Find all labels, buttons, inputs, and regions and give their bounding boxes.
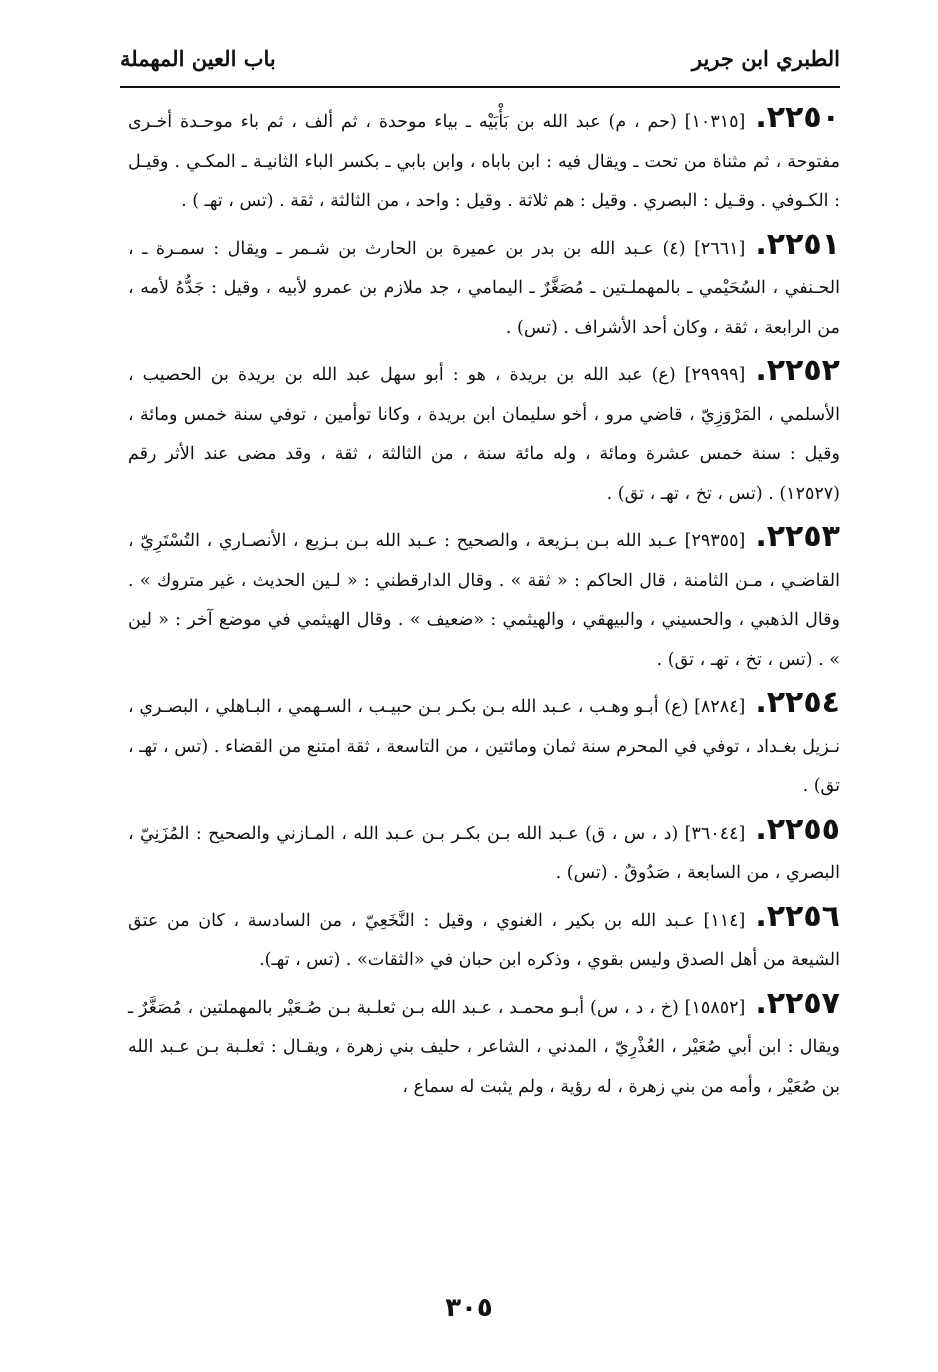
entry-number: ٢٢٥٣. <box>755 519 840 554</box>
entry-number: ٢٢٥٧. <box>755 985 840 1021</box>
entry-text: [١١٤] عـبد الله بن بكير ، الغنوي ، وقيل : النَّخَعِيّ ، من السادسة ، كان من عتق الشيعة من أهل الصدق وليس بقوي ، وذكره ابن حبان في «الثقات» . (تس ، تهـ). <box>128 910 840 970</box>
entry-number: ٢٢٥١. <box>755 226 841 262</box>
entry-text: [١٥٨٥٢] (خ ، د ، س) أبـو محمـد ، عـبد الله بـن ثعلـبة بـن صُـعَيْر بالمهملتين ، مُصَغَّرٌ ـ ويقال : ابن أبي صُعَيْر ، العُذْرِيّ ، المدني ، الشاعر ، حليف بني زهرة ، ويقـال : ثعلـبة بـن عـبد الله بن صُعَيْر ، وأمه من بني زهرة ، له رؤية ، ولم يثبت له سماع ، <box>128 997 840 1097</box>
entry-2255 <box>128 810 840 894</box>
entry-text: [٨٢٨٤] (ع) أبـو وهـب ، عـبد الله بـن بكـر بـن حبيـب ، السـهمي ، البـاهلي ، البصـري ، نـزيل بغـداد ، توفي في المحرم سنة ثمان ومائتين ، من التاسعة ، ثقة امتنع من القضاء . (تس ، تهـ ، تق) . <box>128 697 840 796</box>
entry-number: ٢٢٥٥. <box>755 811 840 847</box>
entry-2256 <box>128 897 840 981</box>
entry-2253 <box>128 517 840 680</box>
entry-text: [٢٩٩٩٩] (ع) عبد الله بن بريدة ، هو : أبو سهل عبد الله بن بريدة بن الحصيب ، الأسلمي ، المَرْوَزِيّ ، قاضي مرو ، أخو سليمان ابن بريدة ، وكانا توأمين ، توفي سنة خمس ومائة ، وقيل : سنة خمس عشرة ومائة ، وله مائة سنة ، من الثالثة ، ثقة ، وقد مضى عند الأثر رقم (١٢٥٢٧) . (تس ، تخ ، تهـ ، تق) . <box>128 365 840 504</box>
entry-number: ٢٢٥٦. <box>755 898 840 934</box>
entries-body <box>128 98 840 1110</box>
entry-text: [٣٦٠٤٤] (د ، س ، ق) عـبد الله بـن بكـر بـن عـبد الله ، المـازني والصحيح : المُزَنِيّ ، البصري ، من السابعة ، صَدُوقٌ . (تس) . <box>128 823 840 883</box>
running-header <box>120 40 840 88</box>
entry-number: ٢٢٥٤. <box>755 685 840 720</box>
entry-2254 <box>128 683 840 807</box>
entry-number: ٢٢٥٠. <box>755 100 840 135</box>
entry-2257 <box>128 984 840 1108</box>
page-number: ٣٠٥ <box>445 1293 493 1323</box>
header-chapter-title: باب العين المهملة <box>120 46 276 71</box>
entry-2252 <box>128 351 840 514</box>
entry-text: [٢٦٦١] (٤) عـبد الله بن بدر بن عميرة بن الحارث بن شـمر ـ ويقال : سمـرة ـ ، الحـنفي ، السُحَيْمي ـ بالمهملـتين ـ مُصَغَّرٌ ـ اليمامي ، جد ملازم بن عمرو لأبيه ، وقيل : جَدُّهُ لأمه ، من الرابعة ، ثقة ، وكان أحد الأشراف . (تس) . <box>128 238 840 338</box>
entry-2250 <box>128 98 840 222</box>
entry-2251 <box>128 225 840 349</box>
entry-number: ٢٢٥٢. <box>755 353 840 388</box>
entry-text: [٢٩٣٥٥] عـبد الله بـن بـزيعة ، والصحيح : عـبد الله بـن بـزيع ، الأنصـاري ، التُسْتَرِيّ ، القاضـي ، مـن الثامنة ، قال الحاكم : « ثقة » . وقال الدارقطني : « لـين الحديث ، غير متروك » . وقال الذهبي ، والحسيني ، والبيهقي ، والهيثمي : «ضعيف » . وقال الهيثمي في موضع آخر : « لين » . (تس ، تخ ، تهـ ، تق) . <box>128 531 840 670</box>
header-author-title: الطبري ابن جرير <box>691 46 840 71</box>
entry-text: [١٠٣١٥] (حم ، م) عبد الله بن بَأْبَيْه ـ بياء موحدة ، ثم ألف ، ثم باء موحـدة أخـرى مفتوحة ، ثم مثناة من تحت ـ ويقال فيه : ابن باباه ، وابن بابي ـ بكسر الباء الثانيـة ـ المكـي . وقيـل : الكـوفي . وقـيل : البصري . وقيل : هم ثلاثة . وقيل : واحد ، من الثالثة ، ثقة . (تس ، تهـ ) . <box>128 112 840 211</box>
